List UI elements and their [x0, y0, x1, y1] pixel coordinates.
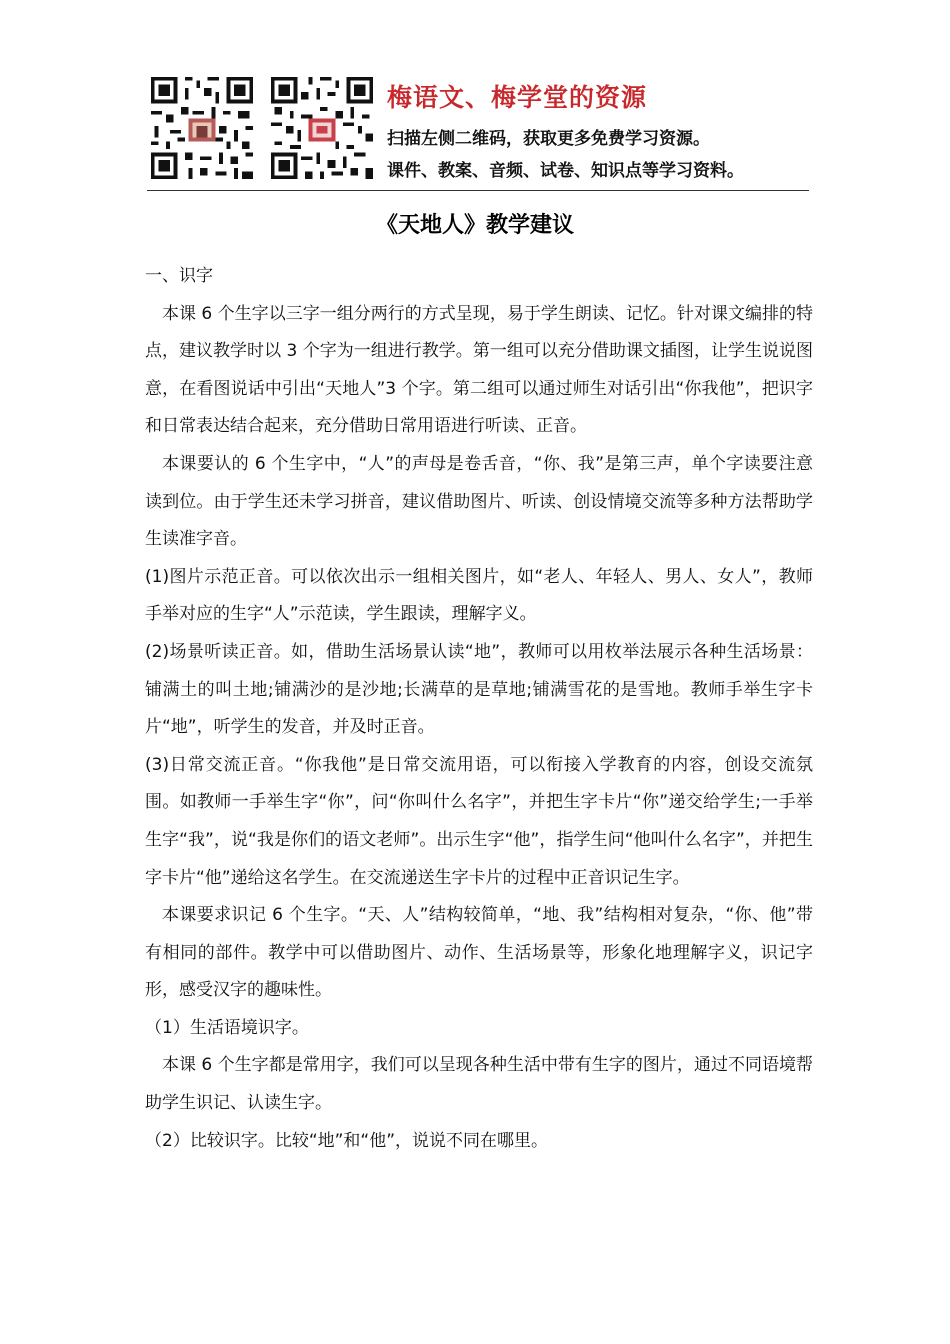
body-paragraph: 本课 6 个生字都是常用字，我们可以呈现各种生活中带有生字的图片，通过不同语境帮助学生识记、认读生字。	[145, 1055, 813, 1114]
qr-code-icon[interactable]	[147, 72, 257, 184]
brand-resource-list: 课件、教案、音频、试卷、知识点等学习资料。	[387, 161, 744, 181]
list-item: (2)场景听读正音。如，借助生活场景认读“地”，教师可以用枚举法展示各种生活场景：铺满土的叫土地;铺满沙的是沙地;长满草的是草地;铺满雪花的是雪地。教师手举生字卡片“地”，听学生的发音，并及时正音。	[145, 641, 813, 738]
brand-title: 梅语文、梅学堂的资源	[387, 83, 648, 112]
body-paragraph: 本课 6 个生字以三字一组分两行的方式呈现，易于学生朗读、记忆。针对课文编排的特点，建议教学时以 3 个字为一组进行教学。第一组可以充分借助课文插图，让学生说说图意，在看图说话中引出“天地人”3 个字。第二组可以通过师生对话引出“你我他”，把识字和日常表达结合起来，充分借助日常用语进行听读、正音。	[145, 303, 813, 437]
qr-code-icon[interactable]	[267, 72, 377, 184]
list-item: (1)图片示范正音。可以依次出示一组相关图片，如“老人、年轻人、男人、女人”，教师手举对应的生字“人”示范读，学生跟读，理解字义。	[145, 566, 813, 625]
resource-banner	[147, 72, 807, 188]
header-divider	[147, 190, 809, 191]
list-item: (3)日常交流正音。“你我他”是日常交流用语，可以衔接入学教育的内容，创设交流氛围。如教师一手举生字“你”，问“你叫什么名字”，并把生字卡片“你”递交给学生;一手举生字“我”，说“我是你们的语文老师”。出示生字“他”，指学生问“他叫什么名字”，并把生字卡片“他”递给这名学生。在交流递送生字卡片的过程中正音识记生字。	[145, 754, 813, 888]
document-title: 《天地人》教学建议	[375, 213, 574, 238]
body-paragraph: 本课要认的 6 个生字中，“人”的声母是卷舌音，“你、我”是第三声，单个字读要注意读到位。由于学生还未学习拼音，建议借助图片、听读、创设情境交流等多种方法帮助学生读准字音。	[145, 453, 813, 550]
body-paragraph: 本课要求识记 6 个生字。“天、人”结构较简单，“地、我”结构相对复杂，“你、他”带有相同的部件。教学中可以借助图片、动作、生活场景等，形象化地理解字义，识记字形，感受汉字的趣味性。	[145, 905, 813, 1001]
brand-slogan: 扫描左侧二维码，获取更多免费学习资源。	[387, 129, 710, 149]
document-body	[145, 258, 813, 1160]
section-heading: 一、识字	[145, 266, 213, 286]
list-item: （2）比较识字。比较“地”和“他”，说说不同在哪里。	[145, 1130, 549, 1151]
list-item: （1）生活语境识字。	[145, 1017, 309, 1038]
